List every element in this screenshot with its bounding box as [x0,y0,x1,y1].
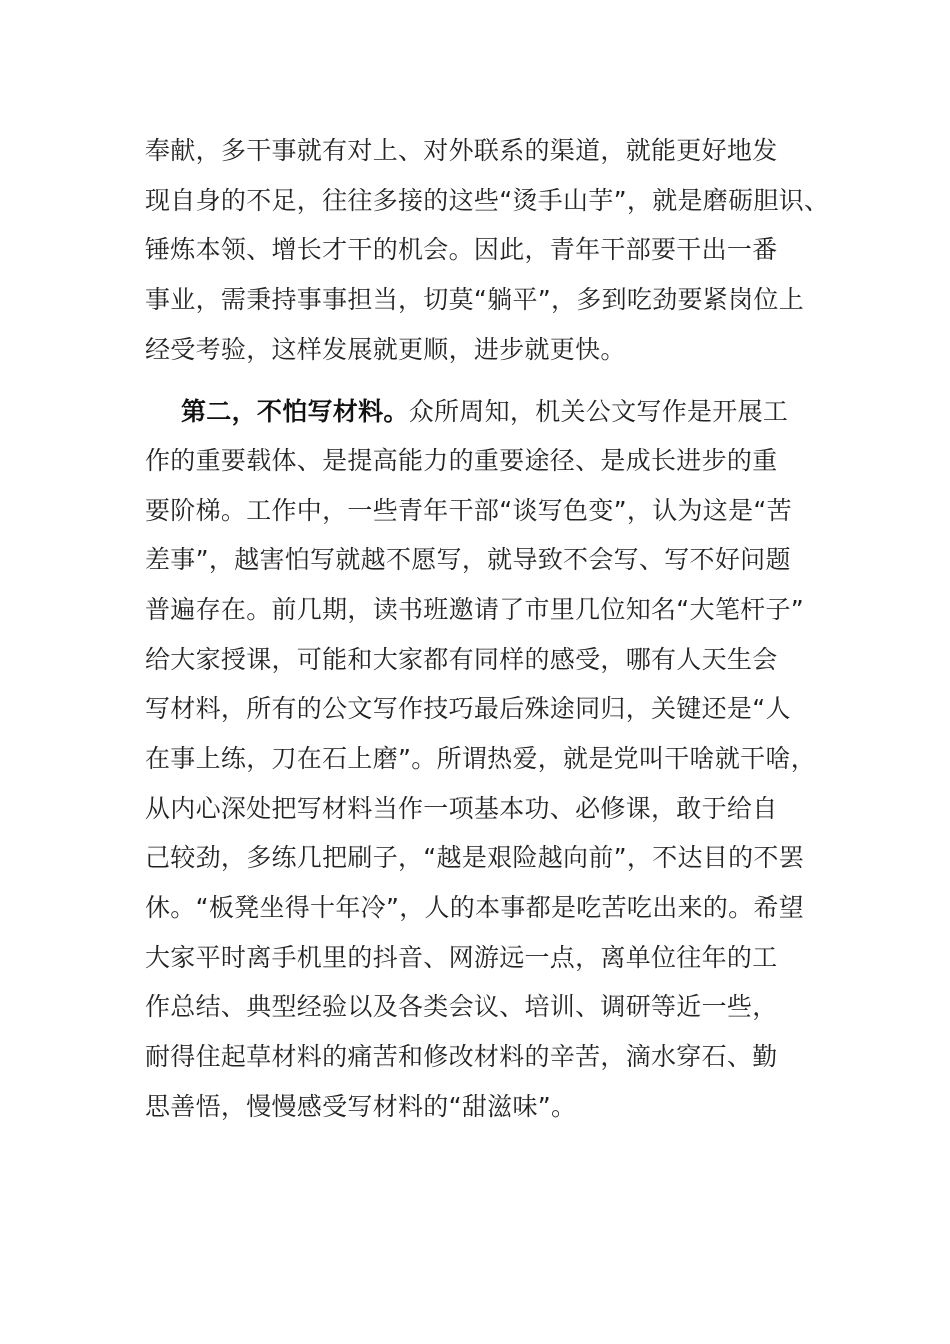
paragraph-line: 经受考验，这样发展就更顺，进步就更快。 [145,335,626,364]
paragraph-line: 己较劲，多练几把刷子，“越是艰险越向前”，不达目的不罢 [145,843,805,872]
paragraph-line: 休。“板凳坐得十年冷”，人的本事都是吃苦吃出来的。希望 [145,893,805,922]
paragraph-line: 在事上练，刀在石上磨”。所谓热爱，就是党叫干啥就干啥， [145,744,817,773]
paragraph-first-line [181,392,788,432]
paragraph-line: 作的重要载体、是提高能力的重要途径、是成长进步的重 [145,446,778,475]
paragraph-line: 现自身的不足，往往多接的这些“烫手山芋”，就是磨砺胆识、 [145,186,830,215]
paragraph-line: 思善悟，慢慢感受写材料的“甜滋味”。 [145,1092,577,1121]
paragraph-line: 耐得住起草材料的痛苦和修改材料的辛苦，滴水穿石、勤 [145,1042,778,1071]
paragraph-line: 写材料，所有的公文写作技巧最后殊途同归，关键还是“人 [145,694,791,723]
paragraph-line: 给大家授课，可能和大家都有同样的感受，哪有人天生会 [145,645,778,674]
paragraph-line: 差事”，越害怕写就越不愿写，就导致不会写、写不好问题 [145,545,791,574]
paragraph-line: 锤炼本领、增长才干的机会。因此，青年干部要干出一番 [145,235,778,264]
paragraph-line: 奉献，多干事就有对上、对外联系的渠道，就能更好地发 [145,136,778,165]
paragraph-line: 要阶梯。工作中，一些青年干部“谈写色变”，认为这是“苦 [145,496,792,525]
paragraph-line: 从内心深处把写材料当作一项基本功、必修课，敢于给自 [145,794,778,823]
paragraph-line: 普遍存在。前几期，读书班邀请了市里几位知名“大笔杆子” [145,595,805,624]
paragraph-line: 事业，需秉持事事担当，切莫“躺平”，多到吃劲要紧岗位上 [145,285,805,314]
paragraph-line: 作总结、典型经验以及各类会议、培训、调研等近一些， [145,992,778,1021]
section-heading: 第二，不怕写材料。 [181,397,409,426]
paragraph-line: 大家平时离手机里的抖音、网游远一点，离单位往年的工 [145,943,778,972]
paragraph-line-rest: 众所周知，机关公文写作是开展工 [408,397,789,426]
